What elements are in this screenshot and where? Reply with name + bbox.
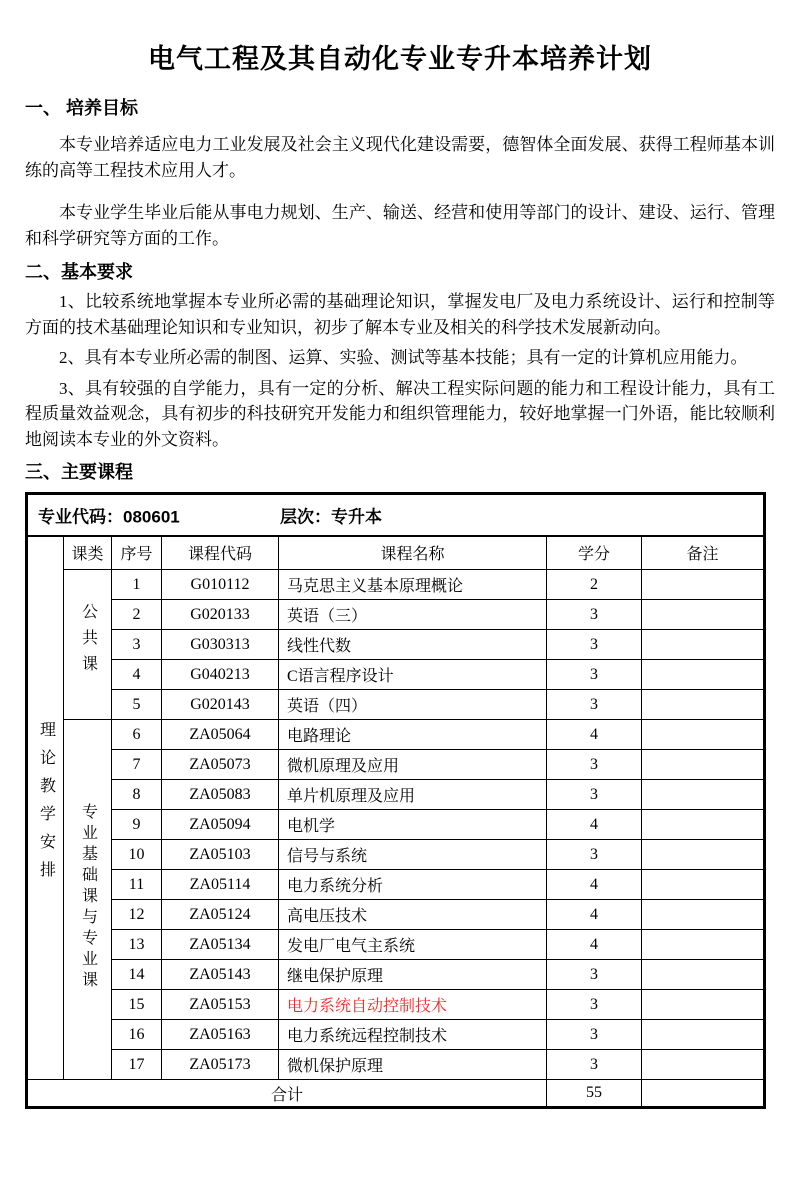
course-row <box>27 900 765 930</box>
course-no: 8 <box>112 780 162 810</box>
course-name: 信号与系统 <box>279 840 547 870</box>
course-no: 16 <box>112 1020 162 1050</box>
course-credits: 3 <box>547 780 642 810</box>
course-credits: 4 <box>547 870 642 900</box>
course-row <box>27 600 765 630</box>
course-note <box>642 780 765 810</box>
course-row <box>27 660 765 690</box>
col-header-code: 课程代码 <box>162 536 279 570</box>
course-row <box>27 750 765 780</box>
course-row <box>27 930 765 960</box>
course-code: ZA05114 <box>162 870 279 900</box>
section-1-heading: 一、 培养目标 <box>25 98 139 118</box>
course-name: 英语（四） <box>279 690 547 720</box>
courses-table <box>25 492 766 1109</box>
course-note <box>642 600 765 630</box>
course-name: 电路理论 <box>279 720 547 750</box>
course-code: ZA05163 <box>162 1020 279 1050</box>
course-note <box>642 720 765 750</box>
course-note <box>642 570 765 600</box>
course-row <box>27 780 765 810</box>
course-credits: 3 <box>547 630 642 660</box>
course-code: ZA05143 <box>162 960 279 990</box>
course-code: ZA05064 <box>162 720 279 750</box>
course-name: 英语（三） <box>279 600 547 630</box>
course-code: ZA05173 <box>162 1050 279 1080</box>
course-no: 3 <box>112 630 162 660</box>
course-no: 17 <box>112 1050 162 1080</box>
section-1-paragraph-1: 本专业培养适应电力工业发展及社会主义现代化建设需要，德智体全面发展、获得工程师基本训练的高等工程技术应用人才。 <box>25 135 775 180</box>
course-row <box>27 690 765 720</box>
course-code: ZA05073 <box>162 750 279 780</box>
course-note <box>642 810 765 840</box>
course-note <box>642 660 765 690</box>
course-no: 11 <box>112 870 162 900</box>
course-credits: 4 <box>547 810 642 840</box>
col-header-name: 课程名称 <box>279 536 547 570</box>
course-no: 1 <box>112 570 162 600</box>
course-credits: 3 <box>547 1020 642 1050</box>
course-credits: 3 <box>547 660 642 690</box>
col-header-credits: 学分 <box>547 536 642 570</box>
course-note <box>642 750 765 780</box>
total-credits: 55 <box>547 1080 642 1108</box>
category-cell <box>64 720 112 1080</box>
category-cell <box>64 570 112 720</box>
course-note <box>642 960 765 990</box>
row-axis-cell <box>27 536 64 1080</box>
course-row <box>27 720 765 750</box>
course-note <box>642 840 765 870</box>
course-credits: 3 <box>547 960 642 990</box>
course-row <box>27 1020 765 1050</box>
course-note <box>642 990 765 1020</box>
course-note <box>642 930 765 960</box>
course-name: 高电压技术 <box>279 900 547 930</box>
course-credits: 3 <box>547 840 642 870</box>
total-label: 合计 <box>27 1080 547 1108</box>
major-code-label: 专业代码：080601 <box>38 507 180 527</box>
row-axis-label: 理论教学安排 <box>37 721 55 890</box>
course-credits: 3 <box>547 990 642 1020</box>
course-no: 15 <box>112 990 162 1020</box>
course-code: ZA05094 <box>162 810 279 840</box>
section-2-paragraph-2: 2、具有本专业所必需的制图、运算、实验、测试等基本技能；具有一定的计算机应用能力。 <box>59 348 748 367</box>
course-note <box>642 1050 765 1080</box>
course-code: G020143 <box>162 690 279 720</box>
course-credits: 4 <box>547 720 642 750</box>
course-note <box>642 1020 765 1050</box>
course-no: 6 <box>112 720 162 750</box>
course-no: 2 <box>112 600 162 630</box>
course-code: ZA05083 <box>162 780 279 810</box>
col-header-category: 课类 <box>64 536 112 570</box>
col-header-note: 备注 <box>642 536 765 570</box>
course-no: 12 <box>112 900 162 930</box>
section-2-paragraph-3: 3、具有较强的自学能力，具有一定的分析、解决工程实际问题的能力和工程设计能力，具有工程质量效益观念，具有初步的科技研究开发能力和组织管理能力，较好地掌握一门外语，能比较顺利地阅读本专业的外文资料。 <box>25 378 775 449</box>
table-meta-row <box>27 494 765 536</box>
section-2-heading: 二、基本要求 <box>25 262 133 282</box>
course-no: 7 <box>112 750 162 780</box>
col-header-no: 序号 <box>112 536 162 570</box>
course-row <box>27 840 765 870</box>
category-label: 专业基础课与专业课 <box>79 802 97 992</box>
course-name: 电力系统自动控制技术 <box>279 990 547 1020</box>
course-code: ZA05103 <box>162 840 279 870</box>
course-row <box>27 990 765 1020</box>
course-note <box>642 900 765 930</box>
course-code: G010112 <box>162 570 279 600</box>
course-code: ZA05134 <box>162 930 279 960</box>
course-note <box>642 690 765 720</box>
course-credits: 3 <box>547 750 642 780</box>
course-row <box>27 960 765 990</box>
course-row <box>27 570 765 600</box>
course-credits: 4 <box>547 930 642 960</box>
course-row <box>27 630 765 660</box>
course-name: 电力系统远程控制技术 <box>279 1020 547 1050</box>
course-no: 13 <box>112 930 162 960</box>
total-note <box>642 1080 765 1108</box>
course-credits: 2 <box>547 570 642 600</box>
course-no: 5 <box>112 690 162 720</box>
course-name: 微机保护原理 <box>279 1050 547 1080</box>
course-name: 发电厂电气主系统 <box>279 930 547 960</box>
course-code: ZA05153 <box>162 990 279 1020</box>
course-name: 马克思主义基本原理概论 <box>279 570 547 600</box>
course-name: 电力系统分析 <box>279 870 547 900</box>
course-name: 单片机原理及应用 <box>279 780 547 810</box>
course-note <box>642 870 765 900</box>
section-3-heading: 三、主要课程 <box>25 462 133 482</box>
category-label: 公共课 <box>79 603 97 681</box>
section-2-paragraph-1: 1、比较系统地掌握本专业所必需的基础理论知识，掌握发电厂及电力系统设计、运行和控制等方面的技术基础理论知识和专业知识，初步了解本专业及相关的科学技术发展新动向。 <box>25 292 775 337</box>
course-note <box>642 630 765 660</box>
course-code: G020133 <box>162 600 279 630</box>
table-header-row <box>27 536 765 570</box>
course-name: 继电保护原理 <box>279 960 547 990</box>
course-credits: 4 <box>547 900 642 930</box>
course-name: C语言程序设计 <box>279 660 547 690</box>
course-credits: 3 <box>547 690 642 720</box>
table-meta-cell <box>27 494 765 536</box>
level-label: 层次：专升本 <box>280 507 382 527</box>
course-name: 微机原理及应用 <box>279 750 547 780</box>
course-code: G040213 <box>162 660 279 690</box>
course-name: 电机学 <box>279 810 547 840</box>
course-row <box>27 810 765 840</box>
page-title: 电气工程及其自动化专业专升本培养计划 <box>148 44 652 74</box>
course-code: G030313 <box>162 630 279 660</box>
course-row <box>27 1050 765 1080</box>
course-name: 线性代数 <box>279 630 547 660</box>
course-no: 10 <box>112 840 162 870</box>
course-row <box>27 870 765 900</box>
course-no: 14 <box>112 960 162 990</box>
course-no: 9 <box>112 810 162 840</box>
course-no: 4 <box>112 660 162 690</box>
table-total-row <box>27 1080 765 1108</box>
course-credits: 3 <box>547 600 642 630</box>
section-1-paragraph-2: 本专业学生毕业后能从事电力规划、生产、输送、经营和使用等部门的设计、建设、运行、管理和科学研究等方面的工作。 <box>25 203 775 248</box>
course-credits: 3 <box>547 1050 642 1080</box>
course-code: ZA05124 <box>162 900 279 930</box>
